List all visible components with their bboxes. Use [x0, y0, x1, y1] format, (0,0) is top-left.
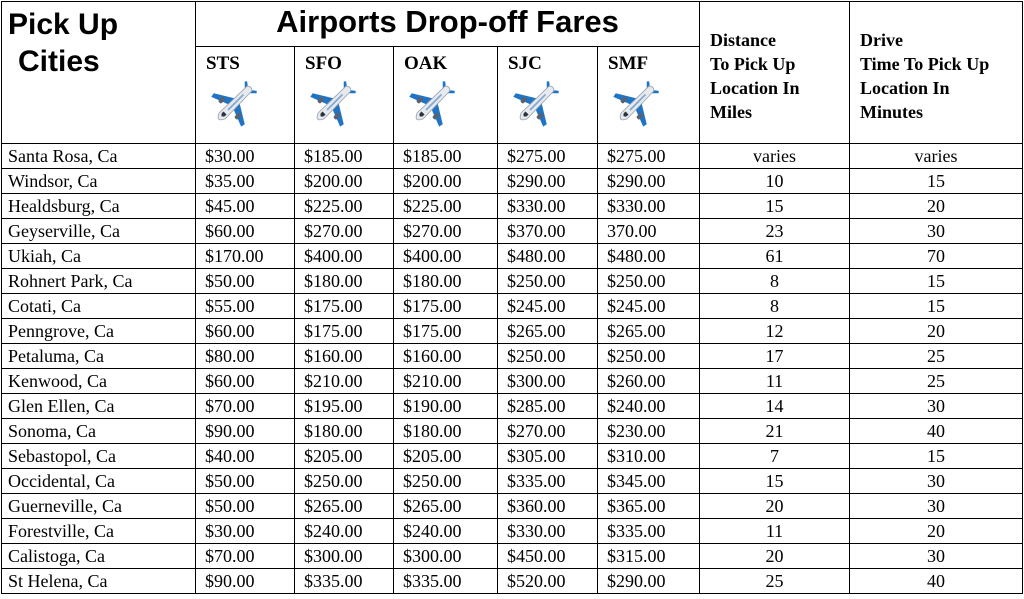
- airplane-icon: [508, 77, 564, 131]
- smf-fare-cell: $230.00: [598, 419, 700, 444]
- distance-miles-cell: 20: [700, 494, 850, 519]
- smf-fare-cell: $250.00: [598, 269, 700, 294]
- sfo-fare-cell: $225.00: [295, 194, 394, 219]
- oak-fare-cell: $210.00: [394, 369, 498, 394]
- oak-fare-cell: $180.00: [394, 419, 498, 444]
- oak-fare-cell: $265.00: [394, 494, 498, 519]
- smf-fare-cell: $290.00: [598, 569, 700, 594]
- sts-fare-cell: $50.00: [196, 494, 295, 519]
- distance-miles-cell: 17: [700, 344, 850, 369]
- oak-fare-cell: $205.00: [394, 444, 498, 469]
- sfo-fare-cell: $160.00: [295, 344, 394, 369]
- table-row: [2, 194, 1023, 219]
- oak-fare-cell: $270.00: [394, 219, 498, 244]
- sjc-fare-cell: $330.00: [498, 519, 598, 544]
- table-row: [2, 219, 1023, 244]
- sjc-fare-cell: $370.00: [498, 219, 598, 244]
- distance-miles-cell: 8: [700, 269, 850, 294]
- sts-fare-cell: $50.00: [196, 269, 295, 294]
- sjc-fare-cell: $360.00: [498, 494, 598, 519]
- city-cell: Glen Ellen, Ca: [2, 394, 196, 419]
- drive-minutes-cell: 30: [850, 394, 1023, 419]
- airport-code: STS: [206, 53, 240, 74]
- distance-miles-cell: 12: [700, 319, 850, 344]
- oak-fare-cell: $400.00: [394, 244, 498, 269]
- oak-fare-cell: $335.00: [394, 569, 498, 594]
- sts-fare-cell: $40.00: [196, 444, 295, 469]
- distance-line: Distance: [710, 30, 776, 50]
- airport-header-oak: [394, 47, 498, 144]
- table-row: [2, 519, 1023, 544]
- drive-time-header: [850, 2, 1023, 144]
- oak-fare-cell: $185.00: [394, 144, 498, 169]
- distance-miles-cell: 23: [700, 219, 850, 244]
- drive-minutes-cell: 20: [850, 194, 1023, 219]
- city-cell: Penngrove, Ca: [2, 319, 196, 344]
- oak-fare-cell: $200.00: [394, 169, 498, 194]
- drive-line: Minutes: [860, 102, 923, 122]
- sts-fare-cell: $35.00: [196, 169, 295, 194]
- oak-fare-cell: $180.00: [394, 269, 498, 294]
- table-row: [2, 394, 1023, 419]
- sts-fare-cell: $30.00: [196, 519, 295, 544]
- drive-minutes-cell: 20: [850, 319, 1023, 344]
- table-row: [2, 419, 1023, 444]
- smf-fare-cell: $240.00: [598, 394, 700, 419]
- sfo-fare-cell: $185.00: [295, 144, 394, 169]
- table-row: [2, 569, 1023, 594]
- smf-fare-cell: $315.00: [598, 544, 700, 569]
- drive-minutes-cell: 40: [850, 569, 1023, 594]
- distance-line: Miles: [710, 102, 752, 122]
- sfo-fare-cell: $210.00: [295, 369, 394, 394]
- oak-fare-cell: $175.00: [394, 319, 498, 344]
- sjc-fare-cell: $250.00: [498, 269, 598, 294]
- drive-minutes-cell: 15: [850, 269, 1023, 294]
- sfo-fare-cell: $300.00: [295, 544, 394, 569]
- sjc-fare-cell: $335.00: [498, 469, 598, 494]
- city-cell: Ukiah, Ca: [2, 244, 196, 269]
- distance-line: To Pick Up: [710, 54, 796, 74]
- oak-fare-cell: $175.00: [394, 294, 498, 319]
- sfo-fare-cell: $335.00: [295, 569, 394, 594]
- drive-minutes-cell: 15: [850, 169, 1023, 194]
- sjc-fare-cell: $290.00: [498, 169, 598, 194]
- sts-fare-cell: $60.00: [196, 319, 295, 344]
- smf-fare-cell: $335.00: [598, 519, 700, 544]
- airport-header-smf: [598, 47, 700, 144]
- distance-header: [700, 2, 850, 144]
- smf-fare-cell: $265.00: [598, 319, 700, 344]
- drive-minutes-cell: varies: [850, 144, 1023, 169]
- distance-miles-cell: 15: [700, 469, 850, 494]
- table-row: [2, 269, 1023, 294]
- drive-line: Location In: [860, 78, 950, 98]
- airport-header-sfo: [295, 47, 394, 144]
- distance-miles-cell: 21: [700, 419, 850, 444]
- sjc-fare-cell: $330.00: [498, 194, 598, 219]
- distance-miles-cell: 14: [700, 394, 850, 419]
- city-cell: Guerneville, Ca: [2, 494, 196, 519]
- city-cell: Sebastopol, Ca: [2, 444, 196, 469]
- distance-line: Location In: [710, 78, 800, 98]
- city-cell: Forestville, Ca: [2, 519, 196, 544]
- drive-line: Drive: [860, 30, 903, 50]
- smf-fare-cell: $245.00: [598, 294, 700, 319]
- city-cell: Kenwood, Ca: [2, 369, 196, 394]
- distance-miles-cell: varies: [700, 144, 850, 169]
- table-row: [2, 169, 1023, 194]
- city-cell: St Helena, Ca: [2, 569, 196, 594]
- sts-fare-cell: $80.00: [196, 344, 295, 369]
- sfo-fare-cell: $180.00: [295, 419, 394, 444]
- smf-fare-cell: $345.00: [598, 469, 700, 494]
- oak-fare-cell: $160.00: [394, 344, 498, 369]
- sjc-fare-cell: $285.00: [498, 394, 598, 419]
- drive-minutes-cell: 15: [850, 294, 1023, 319]
- airport-code: SFO: [305, 53, 342, 74]
- sfo-fare-cell: $175.00: [295, 294, 394, 319]
- fares-table: [1, 1, 1023, 594]
- distance-miles-cell: 7: [700, 444, 850, 469]
- table-row: [2, 244, 1023, 269]
- sts-fare-cell: $60.00: [196, 219, 295, 244]
- sts-fare-cell: $70.00: [196, 544, 295, 569]
- sts-fare-cell: $60.00: [196, 369, 295, 394]
- sts-fare-cell: $50.00: [196, 469, 295, 494]
- drive-minutes-cell: 70: [850, 244, 1023, 269]
- sjc-fare-cell: $250.00: [498, 344, 598, 369]
- city-cell: Occidental, Ca: [2, 469, 196, 494]
- sts-fare-cell: $45.00: [196, 194, 295, 219]
- distance-miles-cell: 15: [700, 194, 850, 219]
- sts-fare-cell: $90.00: [196, 419, 295, 444]
- table-row: [2, 319, 1023, 344]
- smf-fare-cell: $275.00: [598, 144, 700, 169]
- table-row: [2, 444, 1023, 469]
- airplane-icon: [404, 77, 460, 131]
- table-row: [2, 144, 1023, 169]
- drive-minutes-cell: 30: [850, 469, 1023, 494]
- sjc-fare-cell: $265.00: [498, 319, 598, 344]
- sfo-fare-cell: $195.00: [295, 394, 394, 419]
- sts-fare-cell: $55.00: [196, 294, 295, 319]
- city-cell: Rohnert Park, Ca: [2, 269, 196, 294]
- airplane-icon: [206, 77, 262, 131]
- city-cell: Santa Rosa, Ca: [2, 144, 196, 169]
- table-row: [2, 344, 1023, 369]
- smf-fare-cell: $250.00: [598, 344, 700, 369]
- sfo-fare-cell: $180.00: [295, 269, 394, 294]
- pickup-cities-header: [2, 2, 196, 144]
- oak-fare-cell: $250.00: [394, 469, 498, 494]
- smf-fare-cell: $290.00: [598, 169, 700, 194]
- sjc-fare-cell: $270.00: [498, 419, 598, 444]
- airport-code: OAK: [404, 53, 448, 74]
- table-row: [2, 494, 1023, 519]
- sts-fare-cell: $30.00: [196, 144, 295, 169]
- city-cell: Petaluma, Ca: [2, 344, 196, 369]
- table-row: [2, 369, 1023, 394]
- airport-code: SJC: [508, 53, 542, 74]
- drive-minutes-cell: 30: [850, 544, 1023, 569]
- sfo-fare-cell: $250.00: [295, 469, 394, 494]
- airplane-icon: [608, 77, 664, 131]
- sjc-fare-cell: $305.00: [498, 444, 598, 469]
- oak-fare-cell: $225.00: [394, 194, 498, 219]
- distance-miles-cell: 61: [700, 244, 850, 269]
- city-cell: Sonoma, Ca: [2, 419, 196, 444]
- oak-fare-cell: $190.00: [394, 394, 498, 419]
- drive-minutes-cell: 25: [850, 369, 1023, 394]
- airport-header-sjc: [498, 47, 598, 144]
- drive-minutes-cell: 20: [850, 519, 1023, 544]
- header-row-1: [2, 2, 1023, 47]
- city-cell: Calistoga, Ca: [2, 544, 196, 569]
- city-cell: Cotati, Ca: [2, 294, 196, 319]
- sfo-fare-cell: $175.00: [295, 319, 394, 344]
- airports-title: Airports Drop-off Fares: [196, 2, 700, 47]
- distance-miles-cell: 11: [700, 369, 850, 394]
- sjc-fare-cell: $520.00: [498, 569, 598, 594]
- smf-fare-cell: 370.00: [598, 219, 700, 244]
- airplane-icon: [305, 77, 361, 131]
- oak-fare-cell: $240.00: [394, 519, 498, 544]
- fare-rows: [2, 144, 1023, 594]
- pickup-line-2: Cities: [18, 45, 100, 78]
- drive-minutes-cell: 30: [850, 219, 1023, 244]
- smf-fare-cell: $330.00: [598, 194, 700, 219]
- sjc-fare-cell: $450.00: [498, 544, 598, 569]
- distance-miles-cell: 11: [700, 519, 850, 544]
- sts-fare-cell: $70.00: [196, 394, 295, 419]
- sjc-fare-cell: $480.00: [498, 244, 598, 269]
- city-cell: Geyserville, Ca: [2, 219, 196, 244]
- sfo-fare-cell: $400.00: [295, 244, 394, 269]
- airport-code: SMF: [608, 53, 649, 74]
- table-row: [2, 544, 1023, 569]
- sjc-fare-cell: $245.00: [498, 294, 598, 319]
- drive-minutes-cell: 15: [850, 444, 1023, 469]
- airport-header-sts: [196, 47, 295, 144]
- drive-line: Time To Pick Up: [860, 54, 990, 74]
- table-row: [2, 469, 1023, 494]
- sfo-fare-cell: $200.00: [295, 169, 394, 194]
- drive-minutes-cell: 25: [850, 344, 1023, 369]
- sfo-fare-cell: $205.00: [295, 444, 394, 469]
- city-cell: Healdsburg, Ca: [2, 194, 196, 219]
- city-cell: Windsor, Ca: [2, 169, 196, 194]
- distance-miles-cell: 25: [700, 569, 850, 594]
- drive-minutes-cell: 30: [850, 494, 1023, 519]
- table-row: [2, 294, 1023, 319]
- sts-fare-cell: $170.00: [196, 244, 295, 269]
- smf-fare-cell: $310.00: [598, 444, 700, 469]
- smf-fare-cell: $480.00: [598, 244, 700, 269]
- drive-minutes-cell: 40: [850, 419, 1023, 444]
- distance-miles-cell: 10: [700, 169, 850, 194]
- distance-miles-cell: 20: [700, 544, 850, 569]
- distance-miles-cell: 8: [700, 294, 850, 319]
- oak-fare-cell: $300.00: [394, 544, 498, 569]
- sts-fare-cell: $90.00: [196, 569, 295, 594]
- sfo-fare-cell: $270.00: [295, 219, 394, 244]
- sjc-fare-cell: $300.00: [498, 369, 598, 394]
- sfo-fare-cell: $265.00: [295, 494, 394, 519]
- smf-fare-cell: $260.00: [598, 369, 700, 394]
- pickup-line-1: Pick Up: [8, 8, 119, 41]
- sfo-fare-cell: $240.00: [295, 519, 394, 544]
- smf-fare-cell: $365.00: [598, 494, 700, 519]
- sjc-fare-cell: $275.00: [498, 144, 598, 169]
